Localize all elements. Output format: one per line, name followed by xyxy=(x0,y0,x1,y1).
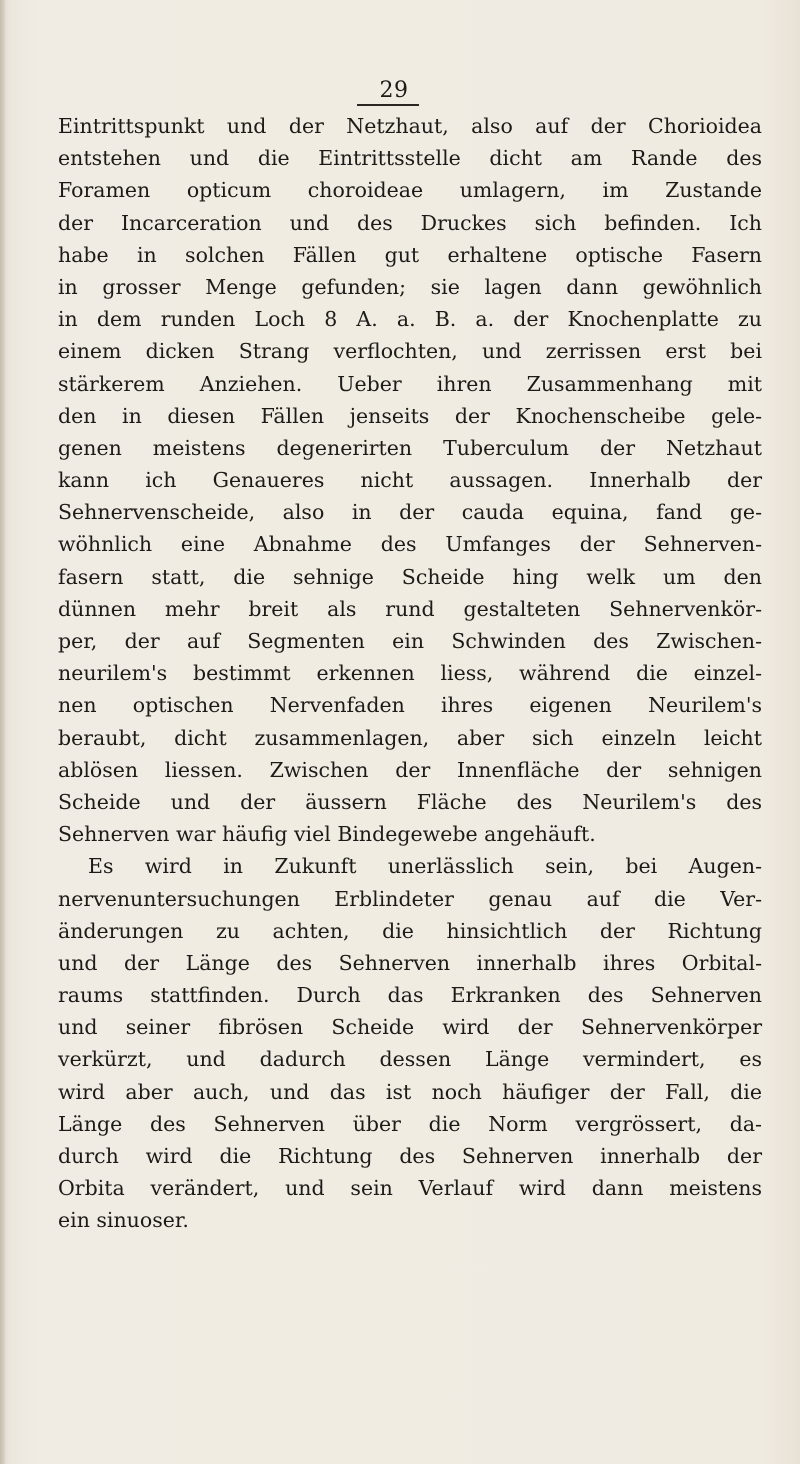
text-line: raums stattfinden. Durch das Erkranken des Sehnerven xyxy=(58,983,762,1008)
text-line: in grosser Menge gefunden; sie lagen dann gewöhnlich xyxy=(58,274,762,299)
text-line: änderungen zu achten, die hinsichtlich der Richtung xyxy=(58,918,762,943)
page-number: 29 xyxy=(379,78,409,103)
text-line-paragraph-start: Es wird in Zukunft unerlässlich sein, bei Augen- xyxy=(88,854,762,879)
text-line: Orbita verändert, und sein Verlauf wird dann meistens xyxy=(58,1176,762,1201)
text-line: in dem runden Loch 8 A. a. B. a. der Knochenplatte zu xyxy=(58,307,762,332)
text-line: beraubt, dicht zusammenlagen, aber sich einzeln leicht xyxy=(58,725,762,750)
text-line: einem dicken Strang verflochten, und zerrissen erst bei xyxy=(58,339,762,364)
text-line: entstehen und die Eintrittsstelle dicht am Rande des xyxy=(58,146,762,171)
text-line: Sehnervenscheide, also in der cauda equina, fand ge- xyxy=(58,500,762,525)
text-line: habe in solchen Fällen gut erhaltene optische Fasern xyxy=(58,242,762,267)
text-line: wird aber auch, und das ist noch häufiger der Fall, die xyxy=(58,1079,762,1104)
text-line: stärkerem Anziehen. Ueber ihren Zusammenhang mit xyxy=(58,371,762,396)
text-line: Scheide und der äussern Fläche des Neurilem's des xyxy=(58,789,762,814)
page-number-underline xyxy=(357,104,419,106)
text-line: und der Länge des Sehnerven innerhalb ihres Orbital- xyxy=(58,950,762,975)
text-line: durch wird die Richtung des Sehnerven innerhalb der xyxy=(58,1144,762,1168)
text-line: genen meistens degenerirten Tuberculum der Netzhaut xyxy=(58,435,762,460)
text-line: ablösen liessen. Zwischen der Innenfläche der sehnigen xyxy=(58,757,762,782)
text-line: fasern statt, die sehnige Scheide hing welk um den xyxy=(58,564,762,589)
text-line: der Incarceration und des Druckes sich befinden. Ich xyxy=(58,210,762,235)
text-line-paragraph-end: ein sinuoser. xyxy=(58,1208,189,1233)
text-line: neurilem's bestimmt erkennen liess, während die einzel- xyxy=(58,661,762,686)
text-line: verkürzt, und dadurch dessen Länge vermindert, es xyxy=(58,1047,762,1072)
text-line: Foramen opticum choroideae umlagern, im Zustande xyxy=(58,178,762,203)
text-line: nen optischen Nervenfaden ihres eigenen Neurilem's xyxy=(58,693,762,718)
text-line: Länge des Sehnerven über die Norm vergrössert, da- xyxy=(58,1111,762,1136)
text-line: per, der auf Segmenten ein Schwinden des Zwischen- xyxy=(58,629,762,653)
text-line: Eintrittspunkt und der Netzhaut, also auf der Chorioidea xyxy=(58,114,762,138)
text-line: kann ich Genaueres nicht aussagen. Innerhalb der xyxy=(58,468,762,493)
body-text xyxy=(58,110,762,1237)
text-line: dünnen mehr breit als rund gestalteten Sehnervenkör- xyxy=(58,596,762,621)
text-line-paragraph-end: Sehnerven war häufig viel Bindegewebe angehäuft. xyxy=(58,822,596,847)
text-line: nervenuntersuchungen Erblindeter genau auf die Ver- xyxy=(58,886,762,911)
page-edge-shadow xyxy=(0,0,6,1464)
text-line: den in diesen Fällen jenseits der Knochenscheibe gele- xyxy=(58,403,762,428)
text-line: und seiner fibrösen Scheide wird der Sehnervenkörper xyxy=(58,1015,762,1040)
text-line: wöhnlich eine Abnahme des Umfanges der Sehnerven- xyxy=(58,532,762,557)
